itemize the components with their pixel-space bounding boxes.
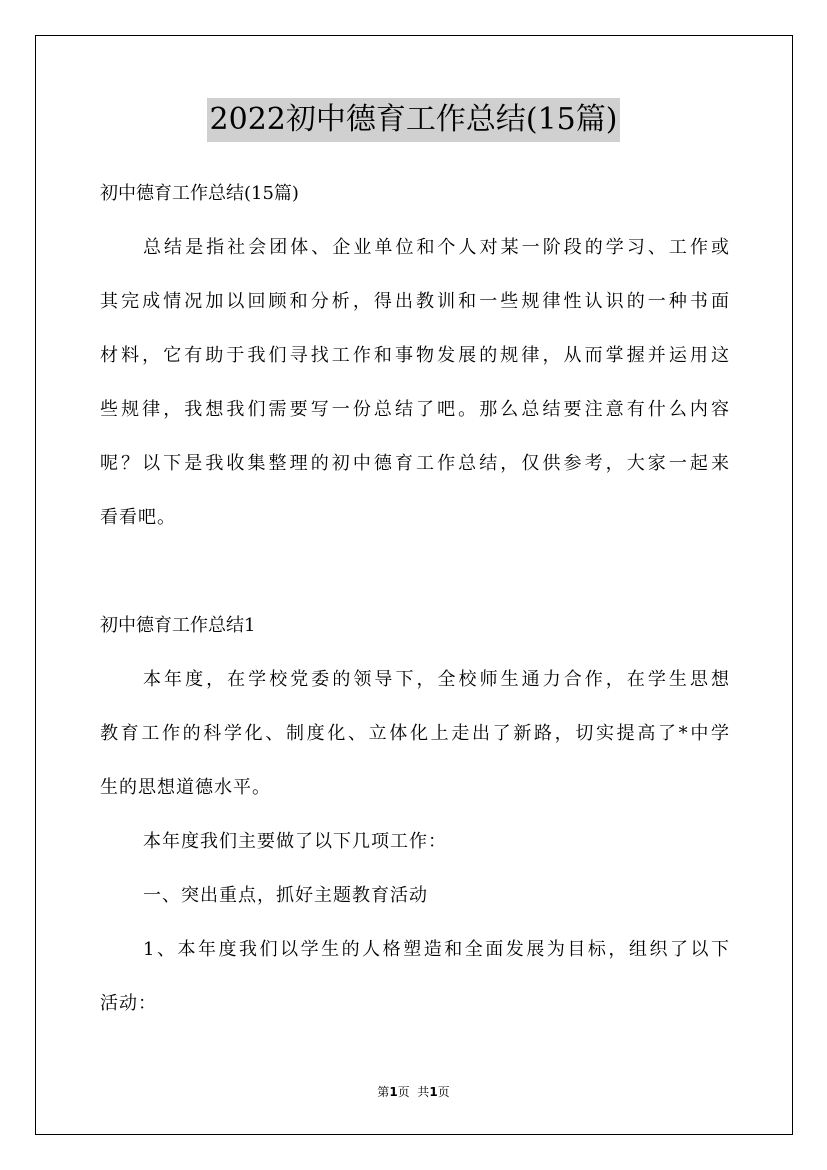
section-line-7: 活动： — [100, 993, 157, 1014]
footer-page-prefix: 第 — [377, 1085, 390, 1099]
section-line-3: 生的思想道德水平。 — [100, 777, 271, 798]
section-line-6: 1、本年度我们以学生的人格塑造和全面发展为目标，组织了以下 — [143, 939, 730, 960]
footer-page-mid: 页 共 — [397, 1085, 430, 1099]
document-subtitle: 初中德育工作总结(15篇) — [100, 183, 299, 204]
footer-page-total: 1 — [429, 1085, 438, 1099]
intro-line-6: 看看吧。 — [100, 507, 176, 528]
title-container — [0, 98, 827, 142]
intro-line-5: 呢？以下是我收集整理的初中德育工作总结，仅供参考，大家一起来 — [100, 453, 730, 474]
document-title: 2022初中德育工作总结(15篇) — [207, 98, 621, 142]
footer-page-suffix: 页 — [437, 1085, 450, 1099]
section-line-5: 一、突出重点，抓好主题教育活动 — [143, 885, 428, 906]
intro-line-3: 材料，它有助于我们寻找工作和事物发展的规律，从而掌握并运用这 — [100, 345, 730, 366]
section-line-1: 本年度，在学校党委的领导下，全校师生通力合作，在学生思想 — [143, 669, 730, 690]
section-line-4: 本年度我们主要做了以下几项工作： — [143, 831, 447, 852]
intro-line-4: 些规律，我想我们需要写一份总结了吧。那么总结要注意有什么内容 — [100, 399, 730, 420]
intro-line-2: 其完成情况加以回顾和分析，得出教训和一些规律性认识的一种书面 — [100, 291, 730, 312]
footer-page-current: 1 — [389, 1085, 398, 1099]
intro-line-1: 总结是指社会团体、企业单位和个人对某一阶段的学习、工作或 — [143, 237, 730, 258]
page-footer — [0, 1084, 827, 1100]
section-line-2: 教育工作的科学化、制度化、立体化上走出了新路，切实提高了*中学 — [100, 723, 730, 744]
section-heading: 初中德育工作总结1 — [100, 615, 256, 636]
